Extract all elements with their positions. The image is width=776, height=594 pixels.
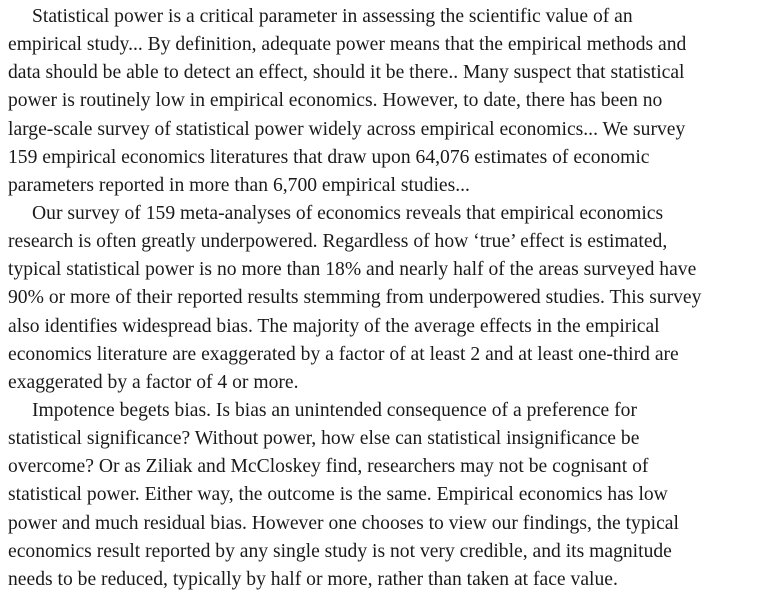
document-body <box>8 3 772 594</box>
text-line: empirical study... By definition, adequate power means that the empirical methods and <box>8 34 687 56</box>
text-line: data should be able to detect an effect, should it be there.. Many suspect that statistical <box>8 62 685 84</box>
text-line: research is often greatly underpowered. Regardless of how ‘true’ effect is estimated, <box>8 231 668 253</box>
text-line: economics literature are exaggerated by a factor of at least 2 and at least one-third are <box>8 343 679 365</box>
text-line: overcome? Or as Ziliak and McCloskey find, researchers may not be cognisant of <box>8 456 649 478</box>
text-line: Impotence begets bias. Is bias an unintended consequence of a preference for <box>32 399 637 421</box>
text-line: parameters reported in more than 6,700 empirical studies... <box>8 174 470 196</box>
text-line: needs to be reduced, typically by half or more, rather than taken at face value. <box>8 568 618 590</box>
text-line: statistical significance? Without power, how else can statistical insignificance be <box>8 428 640 450</box>
paragraph-1 <box>8 3 772 200</box>
text-line: also identifies widespread bias. The majority of the average effects in the empirical <box>8 315 660 337</box>
text-line: power is routinely low in empirical economics. However, to date, there has been no <box>8 90 663 112</box>
text-line: power and much residual bias. However one chooses to view our findings, the typical <box>8 512 679 534</box>
paragraph-3 <box>8 397 772 594</box>
text-line: 90% or more of their reported results stemming from underpowered studies. This survey <box>8 287 702 309</box>
text-line: typical statistical power is no more than 18% and nearly half of the areas surveyed have <box>8 259 697 281</box>
text-line: statistical power. Either way, the outcome is the same. Empirical economics has low <box>8 484 668 506</box>
text-line: large-scale survey of statistical power widely across empirical economics... We survey <box>8 118 686 140</box>
text-line: Statistical power is a critical parameter in assessing the scientific value of an <box>32 6 633 27</box>
paragraph-2 <box>8 200 772 397</box>
text-line: exaggerated by a factor of 4 or more. <box>8 371 299 393</box>
text-line: economics result reported by any single study is not very credible, and its magnitude <box>8 540 672 562</box>
text-line: Our survey of 159 meta-analyses of economics reveals that empirical economics <box>32 202 664 224</box>
text-line: 159 empirical economics literatures that draw upon 64,076 estimates of economic <box>8 146 650 168</box>
